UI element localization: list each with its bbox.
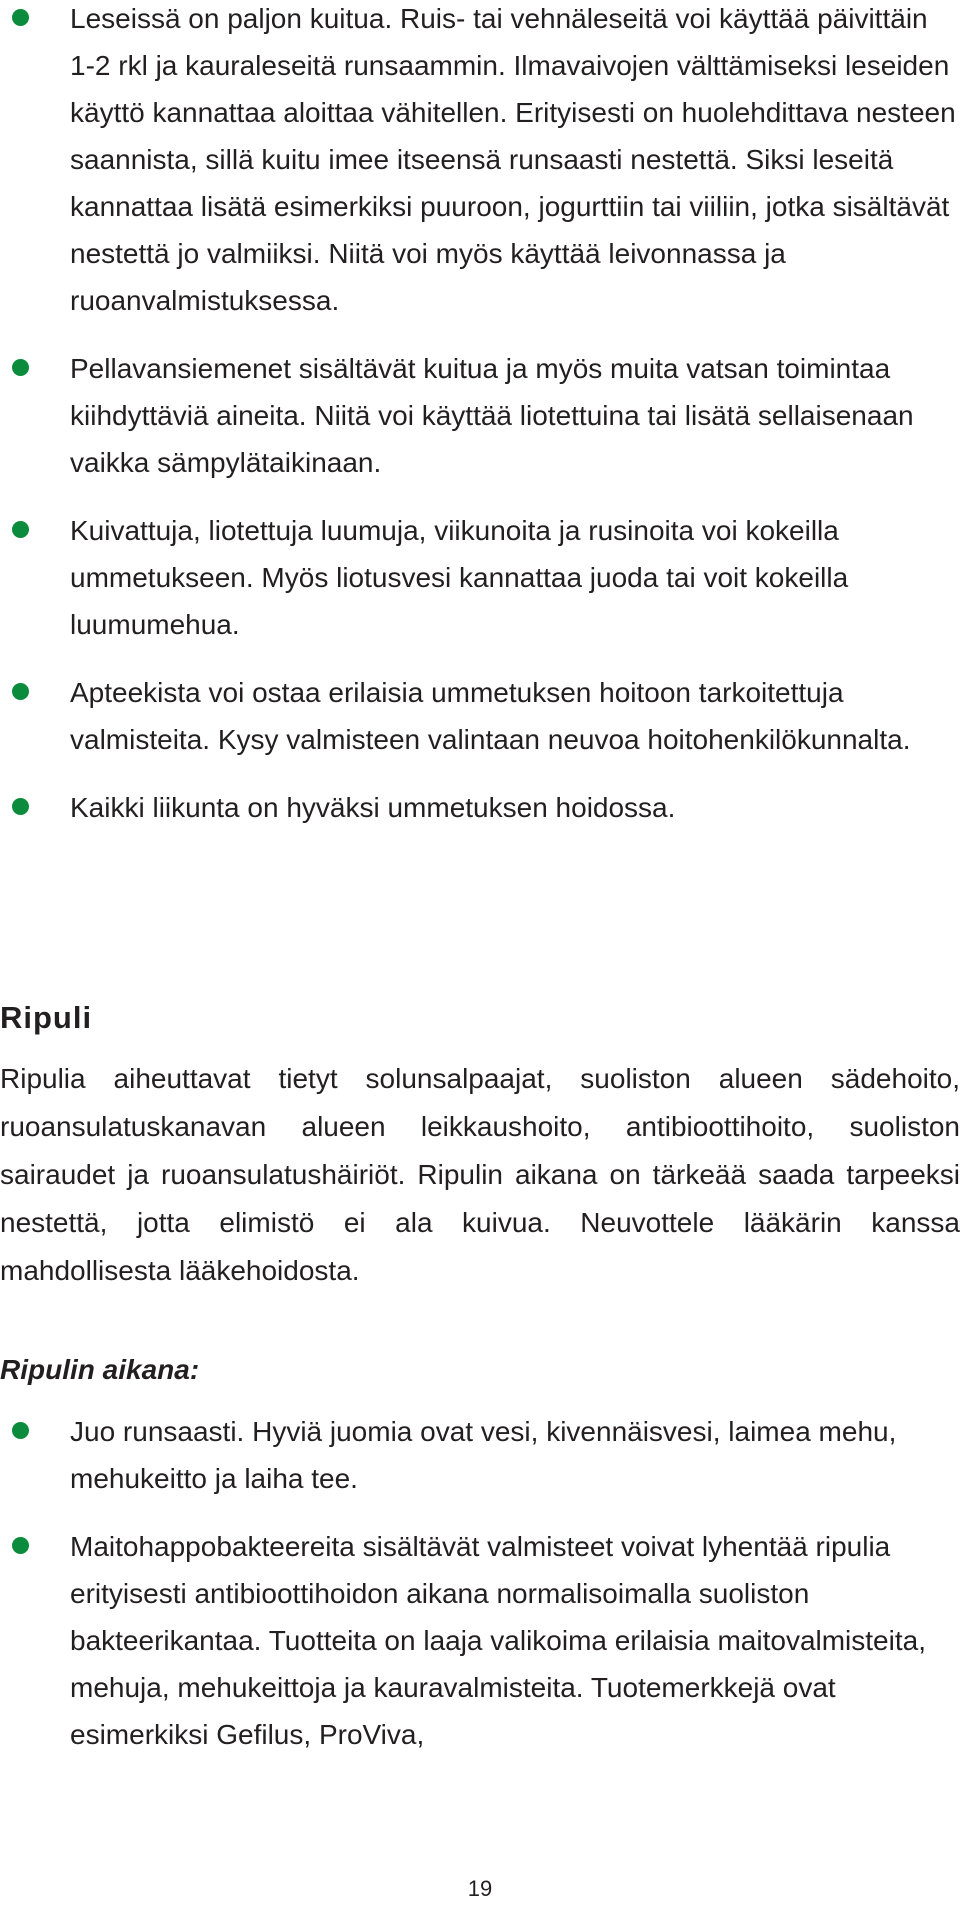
tip-text: Juo runsaasti. Hyviä juomia ovat vesi, kivennäisvesi, laimea mehu, mehukeitto ja laiha tee. bbox=[70, 1416, 897, 1494]
tip-text: Pellavansiemenet sisältävät kuitua ja myös muita vatsan toimintaa kiihdyttäviä aineita. Niitä voi käyttää liotettuina tai lisätä sellaisenaan vaikka sämpylätaikinaan. bbox=[70, 353, 914, 478]
bullet-icon bbox=[12, 1537, 29, 1554]
bullet-icon bbox=[12, 1422, 29, 1439]
bullet-icon bbox=[12, 521, 29, 538]
list-item bbox=[0, 669, 960, 763]
bullet-icon bbox=[12, 359, 29, 376]
tip-text: Maitohappobakteereita sisältävät valmisteet voivat lyhentää ripulia erityisesti antibioottihoidon aikana normalisoimalla suoliston bakteerikantaa. Tuotteita on laaja valikoima erilaisia maitovalmisteita, mehuja, mehukeittoja ja kauravalmisteita. Tuotemerkkejä ovat esimerkiksi Gefilus, ProViva, bbox=[70, 1531, 926, 1750]
bullet-icon bbox=[12, 683, 29, 700]
list-item bbox=[0, 0, 960, 324]
tip-text: Apteekista voi ostaa erilaisia ummetuksen hoitoon tarkoitettuja valmisteita. Kysy valmisteen valintaan neuvoa hoitohenkilökunnalta. bbox=[70, 677, 911, 755]
list-item bbox=[0, 784, 960, 831]
list-item bbox=[0, 1408, 960, 1502]
subsection-heading: Ripulin aikana: bbox=[0, 1354, 200, 1385]
tip-text: Kaikki liikunta on hyväksi ummetuksen hoidossa. bbox=[70, 792, 676, 823]
constipation-tips-list bbox=[0, 0, 960, 852]
bullet-icon bbox=[12, 798, 29, 815]
section-heading: Ripuli bbox=[0, 1000, 93, 1035]
bullet-icon bbox=[12, 9, 29, 26]
section-paragraph: Ripulia aiheuttavat tietyt solunsalpaajat, suoliston alueen sädehoito, ruoansulatuskanavan alueen leikkaushoito, antibioottihoito, suoliston sairaudet ja ruoansulatushäiriöt. Ripulin aikana on tärkeää saada tarpeeksi nestettä, jotta elimistö ei ala kuivua. Neuvottele lääkärin kanssa mahdollisesta lääkehoidosta. bbox=[0, 1063, 960, 1286]
diarrhea-tips-list bbox=[0, 1408, 960, 1779]
list-item bbox=[0, 345, 960, 486]
tip-text: Kuivattuja, liotettuja luumuja, viikunoita ja rusinoita voi kokeilla ummetukseen. Myös liotusvesi kannattaa juoda tai voit kokeilla luumumehua. bbox=[70, 515, 849, 640]
tip-text: Leseissä on paljon kuitua. Ruis- tai vehnäleseitä voi käyttää päivittäin 1-2 rkl ja kauraleseitä runsaammin. Ilmavaivojen välttämiseksi leseiden käyttö kannattaa aloittaa vähitellen. Erityisesti on huolehdittava nesteen saannista, sillä kuitu imee itseensä runsaasti nestettä. Siksi leseitä kannattaa lisätä esimerkiksi puuroon, jogurttiin tai viiliin, jotka sisältävät nestettä jo valmiiksi. Niitä voi myös käyttää leivonnassa ja ruoanvalmistuksessa. bbox=[70, 3, 956, 316]
page-number: 19 bbox=[467, 1876, 493, 1901]
list-item bbox=[0, 1523, 960, 1758]
list-item bbox=[0, 507, 960, 648]
